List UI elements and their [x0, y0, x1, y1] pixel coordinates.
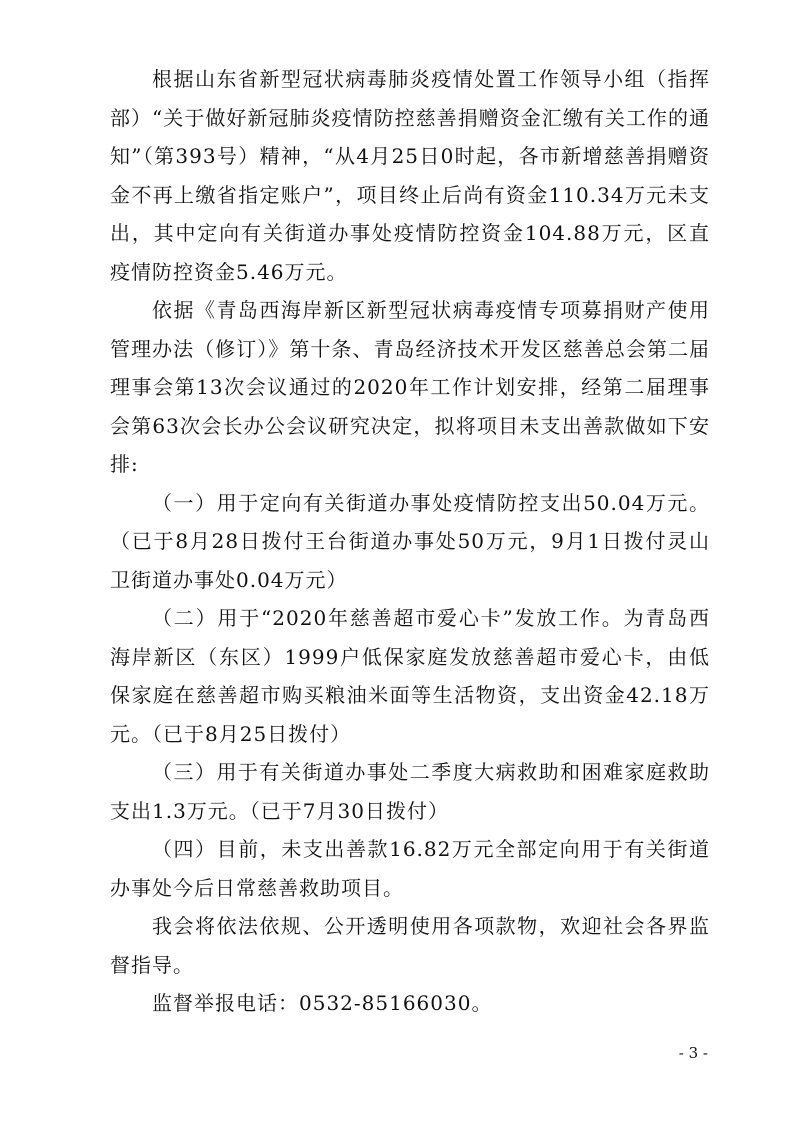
paragraph-item-4: （四）目前，未支出善款16.82万元全部定向用于有关街道办事处今后日常慈善救助项目。 [110, 837, 710, 900]
paragraph-item-3: （三）用于有关街道办事处二季度大病救助和困难家庭救助支出1.3万元。（已于7月30日拨付） [110, 760, 710, 823]
paragraph-item-1: （一）用于定向有关街道办事处疫情防控支出50.04万元。（已于8月28日拨付王台街道办事处50万元，9月1日拨付灵山卫街道办事处0.04万元） [110, 490, 710, 592]
document-body [110, 60, 710, 1023]
paragraph-commitment: 我会将依法依规、公开透明使用各项款物，欢迎社会各界监督指导。 [110, 914, 710, 977]
paragraph-decision-basis: 依据《青岛西海岸新区新型冠状病毒疫情专项募捐财产使用管理办法（修订）》第十条、青岛经济技术开发区慈善总会第二届理事会第13次会议通过的2020年工作计划安排，经第二届理事会第63次会长办公会议研究决定，拟将项目未支出善款做如下安排: [110, 298, 710, 476]
paragraph-funds-status: 根据山东省新型冠状病毒肺炎疫情处置工作领导小组（指挥部）“关于做好新冠肺炎疫情防控慈善捐赠资金汇缴有关工作的通知”（第393号）精神，“从4月25日0时起，各市新增慈善捐赠资金不再上缴省指定账户”，项目终止后尚有资金110.34万元未支出，其中定向有关街道办事处疫情防控资金104.88万元，区直疫情防控资金5.46万元。 [110, 67, 710, 284]
paragraph-item-2: （二）用于“2020年慈善超市爱心卡”发放工作。为青岛西海岸新区（东区）1999户低保家庭发放慈善超市爱心卡，由低保家庭在慈善超市购买粮油米面等生活物资，支出资金42.18万元。（已于8月25日拨付） [110, 606, 710, 746]
paragraph-hotline: 监督举报电话：0532-85166030。 [152, 991, 493, 1015]
page-number: - 3 - [678, 1044, 708, 1062]
